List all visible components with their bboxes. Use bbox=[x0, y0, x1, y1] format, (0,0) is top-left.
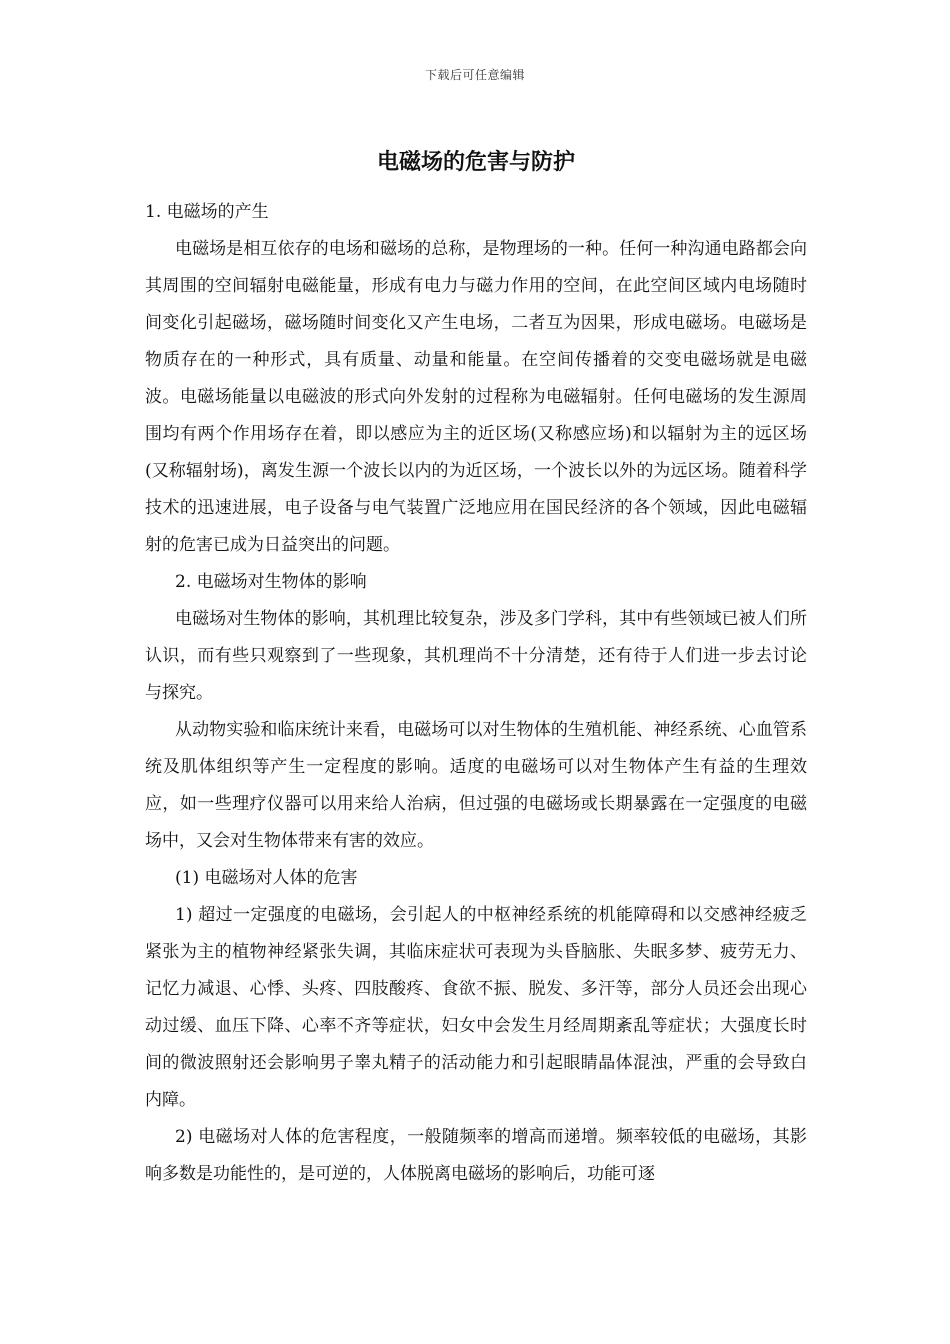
section-heading-generation: 1. 电磁场的产生 bbox=[145, 202, 269, 223]
paragraph-generation: 电磁场是相互依存的电场和磁场的总称，是物理场的一种。任何一种沟通电路都会向其周围的空间辐射电磁能量，形成有电力与磁力作用的空间，在此空间区域内电场随时间变化引起磁场，磁场随时间变化又产生电场，二者互为因果，形成电磁场。电磁场是物质存在的一种形式，具有质量、动量和能量。在空间传播着的交变电磁场就是电磁波。电磁场能量以电磁波的形式向外发射的过程称为电磁辐射。任何电磁场的发生源周围均有两个作用场存在着，即以感应为主的近区场(又称感应场)和以辐射为主的远区场(又称辐射场)，离发生源一个波长以内的为近区场，一个波长以外的为远区场。随着科学技术的迅速进展，电子设备与电气装置广泛地应用在国民经济的各个领域，因此电磁辐射的危害已成为日益突出的问题。 bbox=[145, 239, 807, 556]
document-title: 电磁场的危害与防护 bbox=[376, 150, 575, 175]
document-body bbox=[145, 150, 807, 1193]
paragraph-harm-1: 1) 超过一定强度的电磁场，会引起人的中枢神经系统的机能障碍和以交感神经疲乏紧张为主的植物神经紧张失调，其临床症状可表现为头昏脑胀、失眠多梦、疲劳无力、记忆力减退、心悸、头疼、四肢酸疼、食欲不振、脱发、多汗等，部分人员还会出现心动过缓、血压下降、心率不齐等症状，妇女中会发生月经周期紊乱等症状；大强度长时间的微波照射还会影响男子睾丸精子的活动能力和引起眼睛晶体混浊，严重的会导致白内障。 bbox=[145, 905, 807, 1111]
section-heading-bio-effects: 2. 电磁场对生物体的影响 bbox=[175, 572, 367, 593]
paragraph-bio-mechanism: 电磁场对生物体的影响，其机理比较复杂，涉及多门学科，其中有些领域已被人们所认识，而有些只观察到了一些现象，其机理尚不十分清楚，还有待于人们进一步去讨论与探究。 bbox=[145, 609, 807, 704]
paragraph-bio-experiments: 从动物实验和临床统计来看，电磁场可以对生物体的生殖机能、神经系统、心血管系统及肌体组织等产生一定程度的影响。适度的电磁场可以对生物体产生有益的生理效应，如一些理疗仪器可以用来给人治病，但过强的电磁场或长期暴露在一定强度的电磁场中，又会对生物体带来有害的效应。 bbox=[145, 720, 807, 852]
section-heading-human-harm: (1) 电磁场对人体的危害 bbox=[175, 868, 358, 889]
page-header: 下载后可任意编辑 bbox=[424, 68, 525, 82]
paragraph-harm-2: 2) 电磁场对人体的危害程度，一般随频率的增高而递增。频率较低的电磁场，其影响多数是功能性的，是可逆的，人体脱离电磁场的影响后，功能可逐 bbox=[145, 1127, 807, 1185]
